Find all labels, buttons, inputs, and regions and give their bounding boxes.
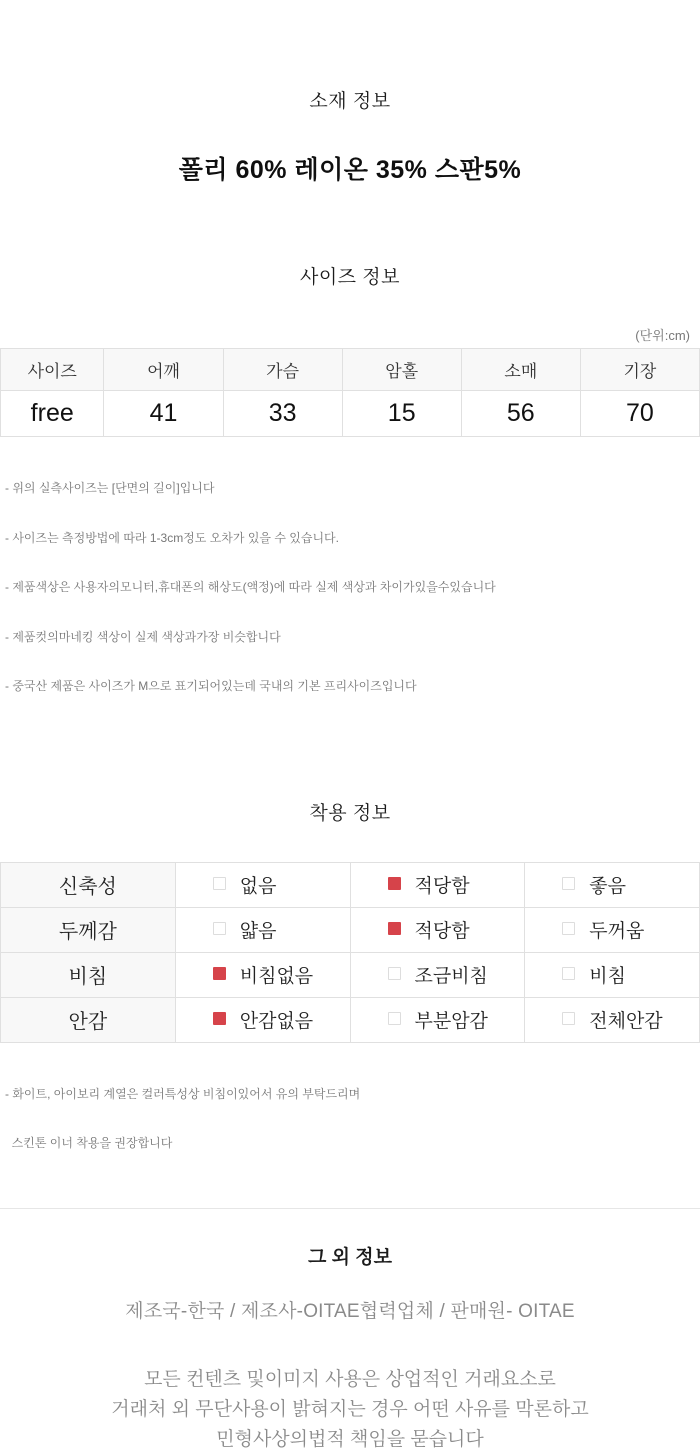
fit-option-label: 부분암감 [414, 1011, 488, 1032]
checkbox-icon [213, 922, 226, 935]
fit-option-label: 좋음 [589, 876, 626, 897]
size-value-armhole: 15 [342, 391, 461, 437]
fit-table [0, 862, 700, 1043]
fit-option-label: 비침 [589, 966, 626, 987]
fit-option-cell [175, 907, 350, 952]
size-notes [0, 447, 700, 728]
copyright-line: 민형사상의법적 책임을 묻습니다 [216, 1428, 484, 1450]
etc-section [0, 1242, 700, 1455]
manufacturer-line: 제조국-한국 / 제조사-OITAE협력업체 / 판매원- OITAE [125, 1300, 575, 1322]
checkbox-icon [213, 1012, 226, 1025]
fit-section [0, 798, 700, 1185]
size-note: - 중국산 제품은 사이즈가 M으로 표기되어있는데 국내의 기본 프리사이즈입니다 [5, 679, 417, 693]
fit-title: 착용 정보 [309, 802, 391, 824]
fit-option-cell [350, 997, 525, 1042]
size-col-armhole: 암홀 [342, 349, 461, 391]
fit-option-cell [350, 862, 525, 907]
fit-option-cell [350, 952, 525, 997]
fit-option-label: 얇음 [239, 921, 277, 942]
material-composition: 폴리 60% 레이온 35% 스판5% [178, 156, 522, 184]
copyright-line: 모든 컨텐츠 및이미지 사용은 상업적인 거래요소로 [144, 1368, 556, 1390]
checkbox-icon [562, 967, 575, 980]
fit-row-lining [1, 997, 700, 1042]
fit-option-cell [175, 952, 350, 997]
copyright-notice [0, 1365, 700, 1455]
etc-title: 그 외 정보 [308, 1246, 392, 1268]
fit-row-label: 안감 [1, 997, 176, 1042]
fit-note: - 화이트, 아이보리 계열은 컬러특성상 비침이있어서 유의 부탁드리며 [5, 1086, 361, 1101]
size-col-length: 기장 [580, 349, 699, 391]
fit-row-label: 신축성 [1, 862, 176, 907]
size-note: - 제품컷의마네킹 색상이 실제 색상과가장 비슷합니다 [5, 629, 281, 644]
fit-option-label: 없음 [239, 876, 277, 897]
size-note: - 사이즈는 측정방법에 따라 1-3cm정도 오차가 있을 수 있습니다. [5, 530, 339, 545]
size-table-header-row [1, 349, 700, 391]
size-title: 사이즈 정보 [299, 267, 401, 288]
fit-row-elasticity [1, 862, 700, 907]
checkbox-icon [388, 1012, 401, 1025]
size-section [0, 262, 700, 728]
fit-option-label: 비침없음 [239, 966, 314, 987]
size-value-chest: 33 [223, 391, 342, 437]
fit-option-label: 안감없음 [239, 1011, 314, 1032]
fit-option-cell [525, 907, 700, 952]
size-note: - 위의 실측사이즈는 [단면의 길이]입니다 [5, 481, 215, 495]
fit-option-label: 적당함 [414, 876, 470, 897]
fit-row-label: 비침 [1, 952, 176, 997]
fit-row-sheerness [1, 952, 700, 997]
fit-option-cell [350, 907, 525, 952]
checkbox-icon [562, 1012, 575, 1025]
fit-option-label: 적당함 [414, 921, 470, 942]
checkbox-icon [213, 877, 226, 890]
checkbox-icon [562, 877, 575, 890]
fit-option-cell [525, 997, 700, 1042]
bottom-divider [0, 1208, 700, 1209]
size-col-size: 사이즈 [1, 349, 104, 391]
fit-option-label: 전체안감 [589, 1011, 663, 1032]
fit-row-thickness [1, 907, 700, 952]
fit-option-cell [525, 952, 700, 997]
size-table-value-row [1, 391, 700, 437]
size-col-sleeve: 소매 [461, 349, 580, 391]
fit-notes [0, 1053, 700, 1185]
size-value-size: free [1, 391, 104, 437]
material-section [0, 0, 700, 186]
size-value-length: 70 [580, 391, 699, 437]
fit-option-cell [525, 862, 700, 907]
fit-option-cell [175, 997, 350, 1042]
size-note: - 제품색상은 사용자의모니터,휴대폰의 해상도(액정)에 따라 실제 색상과 차이가있을수있습니다 [5, 580, 496, 594]
size-col-chest: 가슴 [223, 349, 342, 391]
fit-note: 스킨톤 이너 착용을 권장합니다 [5, 1136, 173, 1150]
size-value-shoulder: 41 [104, 391, 223, 437]
checkbox-icon [562, 922, 575, 935]
copyright-line: 거래처 외 무단사용이 밝혀지는 경우 어떤 사유를 막론하고 [111, 1398, 589, 1420]
size-table [0, 348, 700, 437]
fit-option-label: 조금비침 [414, 966, 488, 987]
fit-row-label: 두께감 [1, 907, 176, 952]
size-unit-label: (단위:cm) [635, 328, 690, 343]
fit-option-cell [175, 862, 350, 907]
checkbox-icon [388, 967, 401, 980]
checkbox-icon [388, 922, 401, 935]
checkbox-icon [388, 877, 401, 890]
material-title: 소재 정보 [309, 91, 391, 112]
checkbox-icon [213, 967, 226, 980]
size-col-shoulder: 어깨 [104, 349, 223, 391]
size-value-sleeve: 56 [461, 391, 580, 437]
fit-option-label: 두꺼움 [589, 921, 645, 942]
